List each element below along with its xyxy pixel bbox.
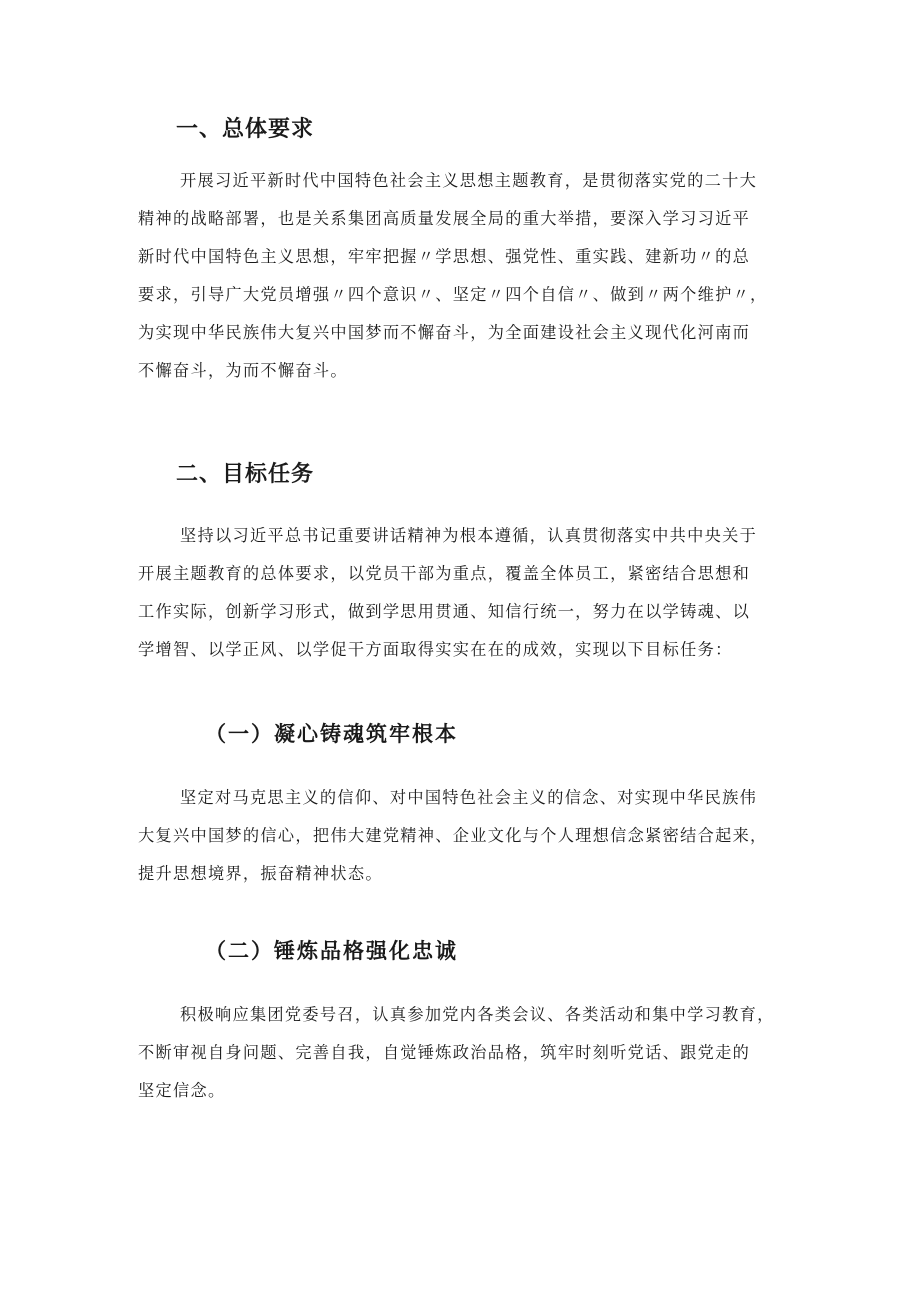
subsection-heading-1: （一）凝心铸魂筑牢根本 [205,721,458,746]
paragraph-subsection-1 [138,779,800,893]
section-heading-overall-requirements: 一、总体要求 [176,117,315,142]
paragraph-line: 不断审视自身问题、完善自我，自觉锤炼政治品格，筑牢时刻听党话、跟党走的 [138,1043,751,1062]
paragraph-line: 新时代中国特色主义思想，牢牢把握〃学思想、强党性、重实践、建新功〃的总 [138,247,751,266]
paragraph-line: 坚定信念。 [138,1081,226,1100]
paragraph-line: 不懈奋斗，为而不懈奋斗。 [138,361,348,380]
paragraph-line: 积极响应集团党委号召，认真参加党内各类会议、各类活动和集中学习教育， [180,1005,775,1024]
paragraph-line: 为实现中华民族伟大复兴中国梦而不懈奋斗，为全面建设社会主义现代化河南而 [138,323,751,342]
paragraph-subsection-2 [138,996,800,1110]
paragraph-line: 提升思想境界，振奋精神状态。 [138,864,383,883]
paragraph-line: 坚持以习近平总书记重要讲话精神为根本遵循，认真贯彻落实中共中央关于 [180,526,758,545]
paragraph-line: 工作实际，创新学习形式，做到学思用贯通、知信行统一，努力在以学铸魂、以 [138,602,751,621]
paragraph-line: 要求，引导广大党员增强〃四个意识〃、坚定〃四个自信〃、做到〃两个维护〃， [138,285,768,304]
paragraph-line: 开展习近平新时代中国特色社会主义思想主题教育，是贯彻落实党的二十大 [180,171,758,190]
paragraph-line: 精神的战略部署，也是关系集团高质量发展全局的重大举措，要深入学习习近平 [138,209,751,228]
paragraph-line: 开展主题教育的总体要求，以党员干部为重点，覆盖全体员工，紧密结合思想和 [138,564,751,583]
paragraph-line: 坚定对马克思主义的信仰、对中国特色社会主义的信念、对实现中华民族伟 [180,788,758,807]
paragraph-overall-requirements [138,162,800,390]
section-heading-goals-tasks: 二、目标任务 [176,462,315,487]
paragraph-line: 学增智、以学正风、以学促干方面取得实实在在的成效，实现以下目标任务： [138,640,733,659]
subsection-heading-2: （二）锤炼品格强化忠诚 [205,938,458,963]
paragraph-line: 大复兴中国梦的信心，把伟大建党精神、企业文化与个人理想信念紧密结合起来， [138,826,768,845]
paragraph-goals-tasks [138,517,800,669]
